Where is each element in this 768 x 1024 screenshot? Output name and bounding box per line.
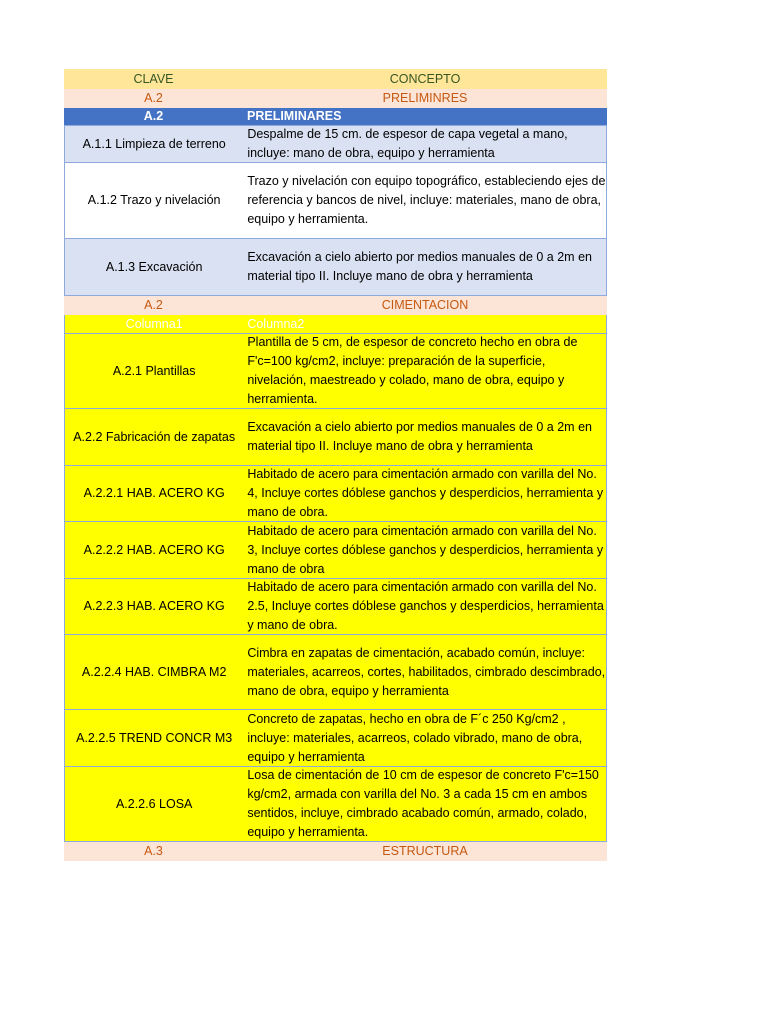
- row-clave: A.1.1 Limpieza de terreno: [82, 136, 226, 151]
- row-clave: A.2.2.5 TREND CONCR M3: [76, 730, 233, 745]
- row-clave: A.2.2.1 HAB. ACERO KG: [83, 486, 225, 500]
- row-clave: A.2.2.4 HAB. CIMBRA M2: [81, 664, 227, 679]
- row-clave: A.2.1 Plantillas: [112, 363, 196, 378]
- section-row-preliminares[interactable]: [64, 89, 607, 108]
- table-row[interactable]: [64, 334, 607, 409]
- row-clave: A.2.2 Fabricación de zapatas: [73, 429, 236, 444]
- row-clave: A.2.2.6 LOSA: [115, 796, 193, 811]
- section-clave: A.3: [144, 844, 163, 858]
- table-row[interactable]: [64, 466, 607, 522]
- section-title: CIMENTACION: [381, 298, 469, 312]
- table-header-concepto: Columna2: [247, 316, 305, 331]
- table-row[interactable]: [64, 710, 607, 767]
- table-header-clave: A.2: [143, 109, 164, 123]
- table-row[interactable]: [64, 522, 607, 579]
- row-clave: A.1.3 Excavación: [105, 259, 203, 274]
- table-row[interactable]: [64, 579, 607, 635]
- header-row[interactable]: [64, 69, 607, 89]
- table-row[interactable]: [64, 126, 607, 163]
- header-clave: CLAVE: [133, 71, 174, 86]
- row-concepto: Habitado de acero para cimentación armado con varilla del No. 3, Incluye cortes dóblese ganchos y desperdicios, herramienta y mano de obra: [247, 523, 604, 576]
- row-concepto: Habitado de acero para cimentación armado con varilla del No. 2.5, Incluye cortes dóblese ganchos y desperdicios, herramienta y mano de obra.: [247, 580, 604, 632]
- row-concepto: Concreto de zapatas, hecho en obra de F´c 250 Kg/cm2 , incluye: materiales, acarreos, colado vibrado, mano de obra, equipo y herramienta: [247, 711, 583, 764]
- table-row[interactable]: [64, 767, 607, 842]
- row-concepto: Losa de cimentación de 10 cm de espesor de concreto F'c=150 kg/cm2, armada con varilla del No. 3 a cada 15 cm en ambos sentidos, incluye, cimbrado acabado común, armado, colado, equipo y herramienta.: [247, 768, 599, 839]
- table-row[interactable]: [64, 409, 607, 466]
- section-clave: A.2: [144, 298, 163, 312]
- row-concepto: Habitado de acero para cimentación armado con varilla del No. 4, Incluye cortes dóblese ganchos y desperdicios, herramienta y mano de obra.: [247, 467, 604, 519]
- row-clave: A.2.2.3 HAB. ACERO KG: [83, 599, 225, 613]
- section-row-estructura[interactable]: [64, 842, 607, 861]
- row-concepto: Despalme de 15 cm. de espesor de capa vegetal a mano, incluye: mano de obra, equipo y herramienta: [247, 127, 568, 160]
- spreadsheet: [64, 69, 607, 861]
- table-header-clave: Columna1: [125, 316, 183, 331]
- row-concepto: Trazo y nivelación con equipo topográfico, estableciendo ejes de referencia y bancos de nivel, incluye: materiales, mano de obra, equipo y herramienta.: [247, 174, 606, 226]
- table-header-cimentacion[interactable]: [64, 315, 607, 334]
- row-concepto: Excavación a cielo abierto por medios manuales de 0 a 2m en material tipo II. Incluye mano de obra y herramienta: [247, 420, 592, 453]
- section-title: PRELIMINRES: [382, 91, 468, 105]
- table-header-preliminares[interactable]: [64, 108, 607, 126]
- section-clave: A.2: [144, 91, 163, 105]
- table-header-concepto: PRELIMINARES: [247, 109, 342, 123]
- row-clave: A.2.2.2 HAB. ACERO KG: [83, 542, 225, 557]
- row-clave: A.1.2 Trazo y nivelación: [87, 193, 221, 207]
- table-row[interactable]: [64, 635, 607, 710]
- header-concepto: CONCEPTO: [389, 71, 461, 86]
- table-row[interactable]: [64, 163, 607, 239]
- section-title: ESTRUCTURA: [382, 844, 468, 858]
- section-row-cimentacion[interactable]: [64, 296, 607, 315]
- row-concepto: Plantilla de 5 cm, de espesor de concreto hecho en obra de F'c=100 kg/cm2, incluye: preparación de la superficie, nivelación, maestreado y colado, mano de obra, equipo y herramienta.: [247, 335, 578, 406]
- row-concepto: Excavación a cielo abierto por medios manuales de 0 a 2m en material tipo II. Incluye mano de obra y herramienta: [247, 250, 592, 283]
- table-row[interactable]: [64, 239, 607, 296]
- row-concepto: Cimbra en zapatas de cimentación, acabado común, incluye: materiales, acarreos, cortes, habilitados, cimbrado descimbrado, mano de obra, equipo y herramienta: [247, 645, 606, 698]
